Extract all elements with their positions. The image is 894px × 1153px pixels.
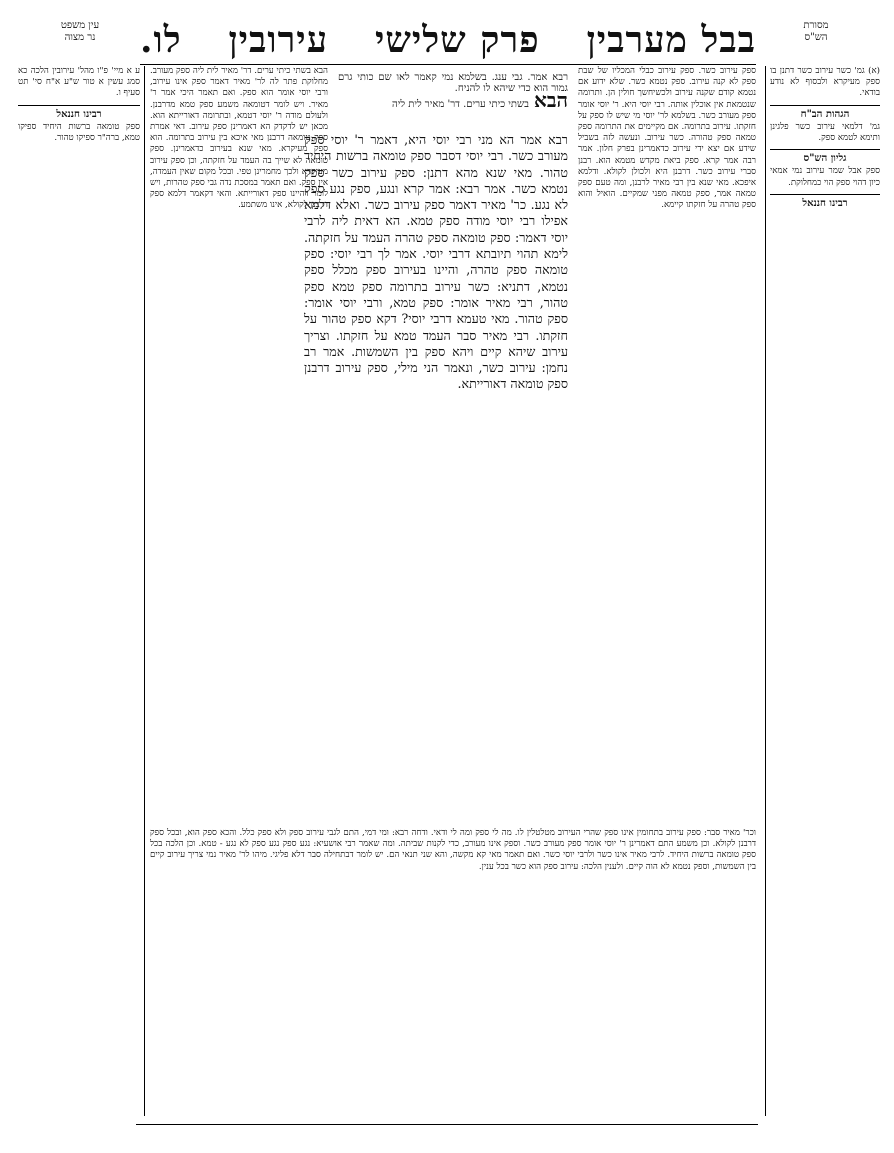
gemara-main-text: רבא אמר הא מני רבי יוסי היא, דאמר ר' יוסי ספק מעורב כשר. רבי יוסי דסבר ספק טומאה ברשות היחיד טהור. מאי שנא מהא דתנן: ספק עירוב כשר ספק נטמא כשר. אמר רבא: אמר קרא ונגע, ספק נגע ספק לא נגע. כר' מאיר דאמר ספק עירוב כשר. ואלא דלמא אפילו רבי יוסי מודה ספק טמא. הא דאית ליה לרבי יוסי דאמר: ספק טומאה ספק טהרה העמד על חזקתה. לימא תהוי תיובתא דרבי יוסי. אמר לך רבי יוסי: ספק טומאה ספק טהרה, והיינו בעירוב ספק מכלל ספק נטמא, דתניא: כשר עירוב בתרומה ספק טמא ספק טהור, רבי מאיר אומר: ספק טמא, ורבי יוסי אומר: ספק טהור. מאי טעמא דרבי יוסי? דקא ספק טהור על חזקתו. רבי מאיר סבר העמד טמא על חזקתו. וצריך עירוב שיהא קיים ויהא ספק בין השמשות. אמר רב נחמן: עירוב כשר, ונאמר הני מילי, ספק עירוב דרבנן ספק טומאה דאורייתא. bbox=[304, 132, 568, 392]
right-margin-text-3: ספק אבל שמר עירוב נמי אמאי כיון דהוי ספק הוי כמחלוקת. bbox=[770, 166, 880, 188]
footer-rule bbox=[136, 1124, 758, 1125]
page-title bbox=[140, 20, 756, 60]
tosafot-text: הבא בשתי כיתי ערים. דר' מאיר לית ליה ספק מעורב. מחלוקת פתר לה לר' מאיר דאמר ספק אינו עירוב, ורבי יוסי אומר הוא ספק. ואם תאמר היכי אמר ר' מאיר. ויש לומר דטומאה משמע ספק טמא מדרבנן. ולעולם מודה ר' יוסי דטמא, ובתרומה דאורייתא הוא. מכאן יש לדקדק הא דאמרינן ספק עירוב. דאי אמרת ספק טומאה דרבנן מאי איכא בין עירוב בתרומה. הוא ספק מעיקרא. מאי שנא בעירוב כדאמרינן. ספק טומאה לא שייך בה העמד על חזקתה, וכן ספק עירוב מעיקרא ולכך מחמרינן טפי. ובכל מקום שאין העמדה, אין ספק. ואם תאמר במסכת נדה גבי ספק טהרות, ויש לומר דהיינו ספק דאורייתא. והאי דקאמר דלמא ספק דרבנן לקולא, אינו משתמע. bbox=[150, 66, 328, 211]
bottom-commentary: וכר' מאיר סבר: ספק עירוב בתחומין אינו ספק שהרי העירוב מטלטלין לו. מה לי ספק ומה לי ודאי. ודחה רבא: ומי דמי, התם לגבי עירוב ספק ולא ספק כלל. והכא ספק הוא, ובכל ספק דרבנן לקולא. וכן משמע התם דאמרינן ר' יוסי אומר ספק מעורב כשר. וספק אינו מעורב, כדי לקנות שביתה. ומה שאמר רבי אושעיא: נגע ספק נגע ספק לא נגע - טמא. וכן הלכה בכל ספק טומאה ברשות היחיד. לרבי מאיר אינו כשר ולרבי יוסי כשר. ואם תאמר מאי קא מקשה, והא שני תנאי הם. יש לומר דבתחילה סבר דלא פליגי. מיהו לר' מאיר נמי צריך עירוב קיים בין השמשות, וספק נטמא לא הוה קיים. ולענין הלכה: עירוב ספק הוא כשר בכל ענין. bbox=[150, 828, 756, 872]
page-header bbox=[30, 14, 866, 64]
tosafot-column bbox=[150, 66, 328, 676]
left-margin-column bbox=[18, 66, 140, 1116]
rashi-column bbox=[578, 66, 756, 676]
left-margin-text: ע א מיי' פ"ו מהל' עירובין הלכה כא סמג עשין א טור ש"ע א"ח סי' תט סעיף ו. bbox=[18, 66, 140, 99]
left-margin-heading: רבינו חננאל bbox=[18, 105, 140, 120]
opening-word-block bbox=[304, 88, 568, 128]
right-label-line-1: מסורת bbox=[803, 20, 829, 31]
right-label-line-2: הש"ס bbox=[804, 32, 828, 43]
divider-right bbox=[765, 66, 766, 1116]
right-margin-text-2: גמ' דלמאי עירוב כשר פלגינן ותימא לטמא ספק. bbox=[770, 121, 880, 144]
rashi-text: ספק עירוב כשר. ספק עירוב כבלי המכליו של שבת ספק לא קנה עירוב. ספק נטמא כשר. שלא ידוע אם נטמא קודם שקנה עירוב ולכשיחשך חולין הן. ותרומה שנטמאת אין אוכלין אותה. רבי יוסי היא. ר' יוסי אומר ספק מעורב כשר. בשלמא לר' יוסי מי שיש לו ספק על חזקתו. עירוב בתרומה. אם מקיימים את התרומה ספק טמאה ספק טהורה. כשר עירוב. ונעשה לזה בשביל שידע אם יצא ידי עירוב כדאמרינן בפרק חלון. אמר רבה אמר קרא. ספק ביאת מקדש מטמא הוא. רבנן סברי עירוב כשר. דרבנן היא ולכולן לקולא. ודלמא איפכא. מאי שנא בין רבי מאיר לרבנן, ומה טעם ספק טמאה אמר, ספק טמאה מפני שמקיים. הואיל והוא ספק טהרה על חזקתו קיימא. bbox=[578, 66, 756, 211]
header-rule bbox=[140, 64, 756, 65]
right-margin-text-1: (א) גמ' כשר עירוב כשר דתנן בו ספק מעיקרא ולבסוף לא נודע בודאי. bbox=[770, 66, 880, 99]
masoret-hashas-label bbox=[766, 20, 866, 44]
right-margin-heading-2: גליון הש"ס bbox=[770, 149, 880, 164]
left-margin-footnote: ספק טומאה ברשות היחיד ספיקו טמא, ברה"ר ספיקו טהור. bbox=[18, 121, 140, 144]
right-margin-heading-3: רבינו חננאל bbox=[770, 194, 880, 209]
left-label-line-1: עין משפט bbox=[60, 20, 100, 31]
title-word-2: פרק שלישי bbox=[374, 19, 540, 61]
left-label-line-2: נר מצוה bbox=[64, 32, 96, 43]
title-word-4: לו. bbox=[140, 19, 182, 61]
opening-line: בשתי כיתי ערים. דר' מאיר לית ליה bbox=[392, 99, 529, 110]
opening-word: הבא bbox=[534, 88, 568, 112]
title-word-1: בבל מערבין bbox=[586, 19, 756, 61]
right-margin-column bbox=[770, 66, 880, 1116]
divider-left bbox=[144, 66, 145, 1116]
title-word-3: עירובין bbox=[228, 19, 329, 61]
gemara-top-line: רבא אמר. גבי ענג. בשלמא נמי קאמר לאו שם כותי גרם גמור הוא כדי שיהא לו להניח. bbox=[338, 72, 568, 94]
right-margin-heading-1: הגהות הב"ח bbox=[770, 105, 880, 120]
ein-mishpat-label bbox=[30, 20, 130, 44]
